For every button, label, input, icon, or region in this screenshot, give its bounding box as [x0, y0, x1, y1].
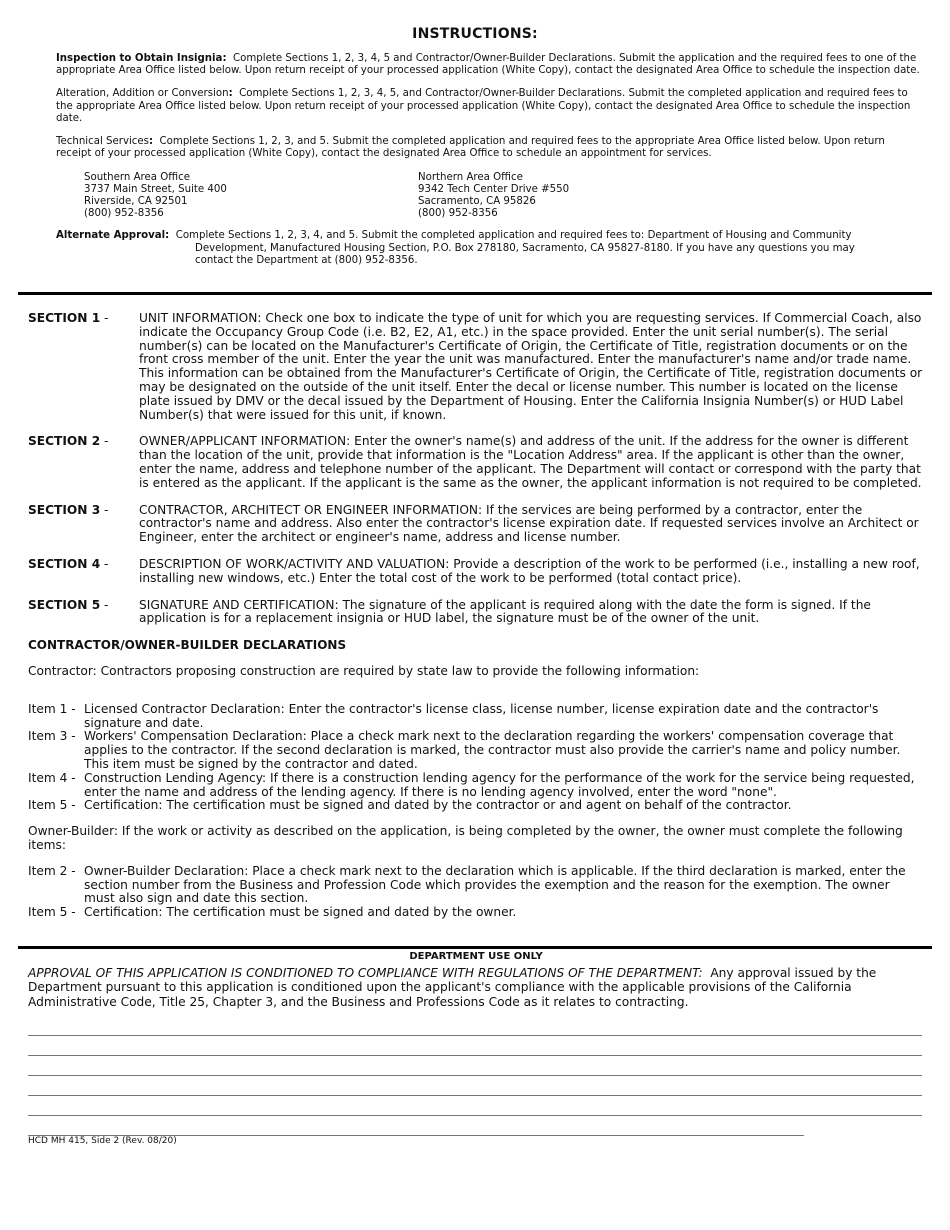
alternate-approval-text: Development, Manufactured Housing Section, P.O. Box 278180, Sacramento, CA 95827-8180. If you have any questions you may	[195, 242, 855, 254]
list-item	[28, 772, 924, 800]
item-number: Item 3 -	[28, 729, 76, 744]
section-5: SECTION 5 - SIGNATURE AND CERTIFICATION: The signature of the applicant is required along with the date the form is signed. If the application is for a replacement insignia or HUD label, the signature must be of the owner of the unit.	[28, 599, 924, 627]
alternate-approval-text: contact the Department at (800) 952-8356.	[195, 254, 418, 266]
section-1: SECTION 1 - UNIT INFORMATION: Check one box to indicate the type of unit for which you are requesting services. If Commercial Coach, also indicate the Occupancy Group Code (i.e. B2, E2, A1, etc.) in the space provided. Enter the unit serial number(s). The serial number(s) can be located on the Manufacturer's Certificate of Origin, the Certificate of Title, registration documents or on the front cross member of the unit. Enter the year the unit was manufactured. Enter the manufacturer's name and/or trade name. This information can be obtained from the Manufacturer's Certificate of Origin, the Certificate of Title, registration documents or may be designated on the outside of the unit itself. Enter the decal or license number. This number is located on the license plate issued by DMV or the decal issued by the Department of Housing. Enter the California Insignia Number(s) or HUD Label Number(s) that were issued for this unit, if known.	[28, 311, 923, 422]
area-offices	[84, 172, 922, 220]
intro-label: Technical Services	[56, 136, 149, 148]
owner-builder-intro: Owner-Builder: If the work or activity as described on the application, is being completed by the owner, the owner must complete the following items:	[28, 824, 903, 852]
list-item	[28, 730, 924, 771]
office-street: 3737 Main Street, Suite 400	[84, 184, 227, 196]
list-item	[28, 799, 924, 813]
section-heading: SECTION 4	[28, 556, 101, 571]
blank-line	[28, 1036, 922, 1056]
contractor-intro: Contractor: Contractors proposing construction are required by state law to provide the following information:	[28, 663, 700, 678]
intro-block	[56, 53, 922, 267]
section-heading: SECTION 5	[28, 597, 101, 612]
intro-text: Complete Sections 1, 2, 3, and 5. Submit the completed application and required fees to the appropriate Area Office listed below. Upon return receipt of your processed application (White Copy), contact the designated Area Office to schedule an appointment for services.	[56, 136, 885, 160]
department-use-only	[28, 950, 924, 1009]
section-heading: SECTION 3	[28, 502, 101, 517]
blank-line	[28, 1116, 804, 1136]
office-name: Northern Area Office	[418, 172, 523, 184]
list-item	[28, 865, 924, 906]
alternate-approval-label: Alternate Approval:	[56, 230, 170, 242]
item-text: Licensed Contractor Declaration: Enter the contractor's license class, license number, license expiration date and the contractor's signature and date.	[84, 701, 879, 730]
list-item	[28, 703, 924, 731]
item-number: Item 4 -	[28, 770, 76, 785]
section-body: SIGNATURE AND CERTIFICATION: The signature of the applicant is required along with the date the form is signed. If the application is for a replacement insignia or HUD label, the signature must be of the owner of the unit.	[139, 597, 871, 626]
section-3: SECTION 3 - CONTRACTOR, ARCHITECT OR ENGINEER INFORMATION: If the services are being performed by a contractor, enter the contractor's name and address. Also enter the contractor's license expiration date. If requested services involve an Architect or Engineer, enter the architect or engineer's name, address and license number.	[28, 504, 924, 545]
office-city: Sacramento, CA 95826	[418, 196, 536, 208]
item-text: Certification: The certification must be signed and dated by the owner.	[84, 905, 517, 920]
blank-line	[28, 1096, 922, 1116]
item-text: Workers' Compensation Declaration: Place a check mark next to the declaration regarding the workers' compensation coverage that applies to the contractor. If the second declaration is marked, the contractor must also provide the carrier's name and policy number. This item must be signed by the contractor and dated.	[84, 729, 901, 771]
blank-line	[28, 1076, 922, 1096]
owner-items	[28, 865, 924, 920]
department-lead: APPROVAL OF THIS APPLICATION IS CONDITIONED TO COMPLIANCE WITH REGULATIONS OF THE DEPARTMENT:	[28, 965, 703, 980]
intro-text: Complete Sections 1, 2, 3, 4, 5, and Contractor/Owner-Builder Declarations. Submit the completed application and required fees to the appropriate Area Office listed below. Upon return receipt of your processed application (White Copy), contact the designated Area Office to schedule the inspection date.	[56, 88, 911, 124]
southern-area-office	[84, 172, 418, 220]
department-title: DEPARTMENT USE ONLY	[409, 951, 543, 962]
page-title: INSTRUCTIONS:	[412, 26, 538, 42]
item-number: Item 5 -	[28, 905, 76, 920]
section-body: DESCRIPTION OF WORK/ACTIVITY AND VALUATION: Provide a description of the work to be performed (i.e., installing a new roof, installing new windows, etc.) Enter the total cost of the work to be performed (total contact price).	[139, 556, 920, 585]
item-number: Item 1 -	[28, 701, 76, 716]
item-number: Item 5 -	[28, 798, 76, 813]
list-item	[28, 906, 924, 920]
section-4: SECTION 4 - DESCRIPTION OF WORK/ACTIVITY AND VALUATION: Provide a description of the work to be performed (i.e., installing a new roof, installing new windows, etc.) Enter the total cost of the work to be performed (total contact price).	[28, 558, 924, 586]
blank-line	[28, 1056, 922, 1076]
intro-insignia: Inspection to Obtain Insignia: Complete Sections 1, 2, 3, 4, 5 and Contractor/Owner-Builder Declarations. Submit the application and the required fees to one of the appropriate Area Office listed below. Upon return receipt of your processed application (White Copy), contact the designated Area Office to schedule the inspection date.	[56, 53, 920, 77]
section-body: UNIT INFORMATION: Check one box to indicate the type of unit for which you are requesting services. If Commercial Coach, also indicate the Occupancy Group Code (i.e. B2, E2, A1, etc.) in the space provided. Enter the unit serial number(s). The serial number(s) can be located on the Manufacturer's Certificate of Origin, the Certificate of Title, registration documents or on the front cross member of the unit. Enter the year the unit was manufactured. Enter the manufacturer's name and/or trade name. This information can be obtained from the Manufacturer's Certificate of Origin, the Certificate of Title, registration documents or may be designated on the outside of the unit itself. Enter the decal or license number. This number is located on the license plate issued by DMV or the decal issued by the Department of Housing. Enter the California Insignia Number(s) or HUD Label Number(s) that were issued for this unit, if known.	[139, 311, 923, 422]
department-body: Any approval issued by the Department pursuant to this application is conditioned upon the applicant's compliance with the applicable provisions of the California Administrative Code, Title 25, Chapter 3, and the Business and Professions Code as it relates to contracting.	[28, 965, 877, 1009]
sections-block	[28, 312, 924, 932]
department-lines	[28, 1016, 922, 1136]
form-footer: HCD MH 415, Side 2 (Rev. 08/20)	[28, 1136, 177, 1146]
contractor-items	[28, 703, 924, 813]
item-text: Certification: The certification must be signed and dated by the contractor or and agent on behalf of the contractor.	[84, 798, 792, 813]
item-text: Construction Lending Agency: If there is a construction lending agency for the performance of the work for the service being requested, enter the name and address of the lending agency. If there is no lending agency involved, enter the word "none".	[84, 770, 915, 799]
divider	[18, 292, 932, 295]
department-text	[28, 966, 924, 1010]
office-phone: (800) 952-8356	[418, 208, 498, 220]
alternate-approval-text: Complete Sections 1, 2, 3, 4, and 5. Submit the completed application and required fees to: Department of Housing and Community	[175, 230, 852, 242]
northern-area-office	[418, 172, 752, 220]
intro-label: Alteration, Addition or Conversion	[56, 88, 229, 100]
office-phone: (800) 952-8356	[84, 208, 164, 220]
office-city: Riverside, CA 92501	[84, 196, 188, 208]
section-2: SECTION 2 - OWNER/APPLICANT INFORMATION: Enter the owner's name(s) and address of the unit. If the address for the owner is different than the location of the unit, provide that information is the "Location Address" area. If the applicant is other than the owner, enter the name, address and telephone number of the applicant. The Department will contact or correspond with the party that is entered as the applicant. If the applicant is the same as the owner, the applicant information is not required to be completed.	[28, 435, 924, 490]
section-heading: SECTION 1	[28, 311, 101, 325]
section-body: CONTRACTOR, ARCHITECT OR ENGINEER INFORMATION: If the services are being performed by a contractor, enter the contractor's name and address. Also enter the contractor's license expiration date. If requested services involve an Architect or Engineer, enter the architect or engineer's name, address and license number.	[139, 502, 919, 545]
alternate-approval	[56, 230, 922, 267]
intro-alteration: Alteration, Addition or Conversion: Complete Sections 1, 2, 3, 4, 5, and Contractor/Owner-Builder Declarations. Submit the completed application and required fees to the appropriate Area Office listed below. Upon return receipt of your processed application (White Copy), contact the designated Area Office to schedule the inspection date.	[56, 88, 911, 124]
declarations-title: CONTRACTOR/OWNER-BUILDER DECLARATIONS	[28, 638, 347, 653]
section-heading: SECTION 2	[28, 434, 101, 449]
intro-technical: Technical Services: Complete Sections 1, 2, 3, and 5. Submit the completed application and required fees to the appropriate Area Office listed below. Upon return receipt of your processed application (White Copy), contact the designated Area Office to schedule an appointment for services.	[56, 136, 885, 160]
blank-line	[28, 1016, 922, 1036]
section-body: OWNER/APPLICANT INFORMATION: Enter the owner's name(s) and address of the unit. If the address for the owner is different than the location of the unit, provide that information is the "Location Address" area. If the applicant is other than the owner, enter the name, address and telephone number of the applicant. The Department will contact or correspond with the party that is entered as the applicant. If the applicant is the same as the owner, the applicant information is not required to be completed.	[139, 434, 922, 490]
office-street: 9342 Tech Center Drive #550	[418, 184, 570, 196]
item-number: Item 2 -	[28, 863, 76, 878]
item-text: Owner-Builder Declaration: Place a check mark next to the declaration which is applicable. If the third declaration is marked, enter the section number from the Business and Profession Code which provides the exemption and the reason for the exemption. The owner must also sign and date this section.	[84, 863, 906, 906]
divider	[18, 946, 932, 949]
intro-label: Inspection to Obtain Insignia	[56, 53, 223, 64]
office-name: Southern Area Office	[84, 172, 190, 184]
intro-text: Complete Sections 1, 2, 3, 4, 5 and Contractor/Owner-Builder Declarations. Submit the application and the required fees to one of the appropriate Area Office listed below. Upon return receipt of your processed application (White Copy), contact the designated Area Office to schedule the inspection date.	[56, 53, 920, 77]
